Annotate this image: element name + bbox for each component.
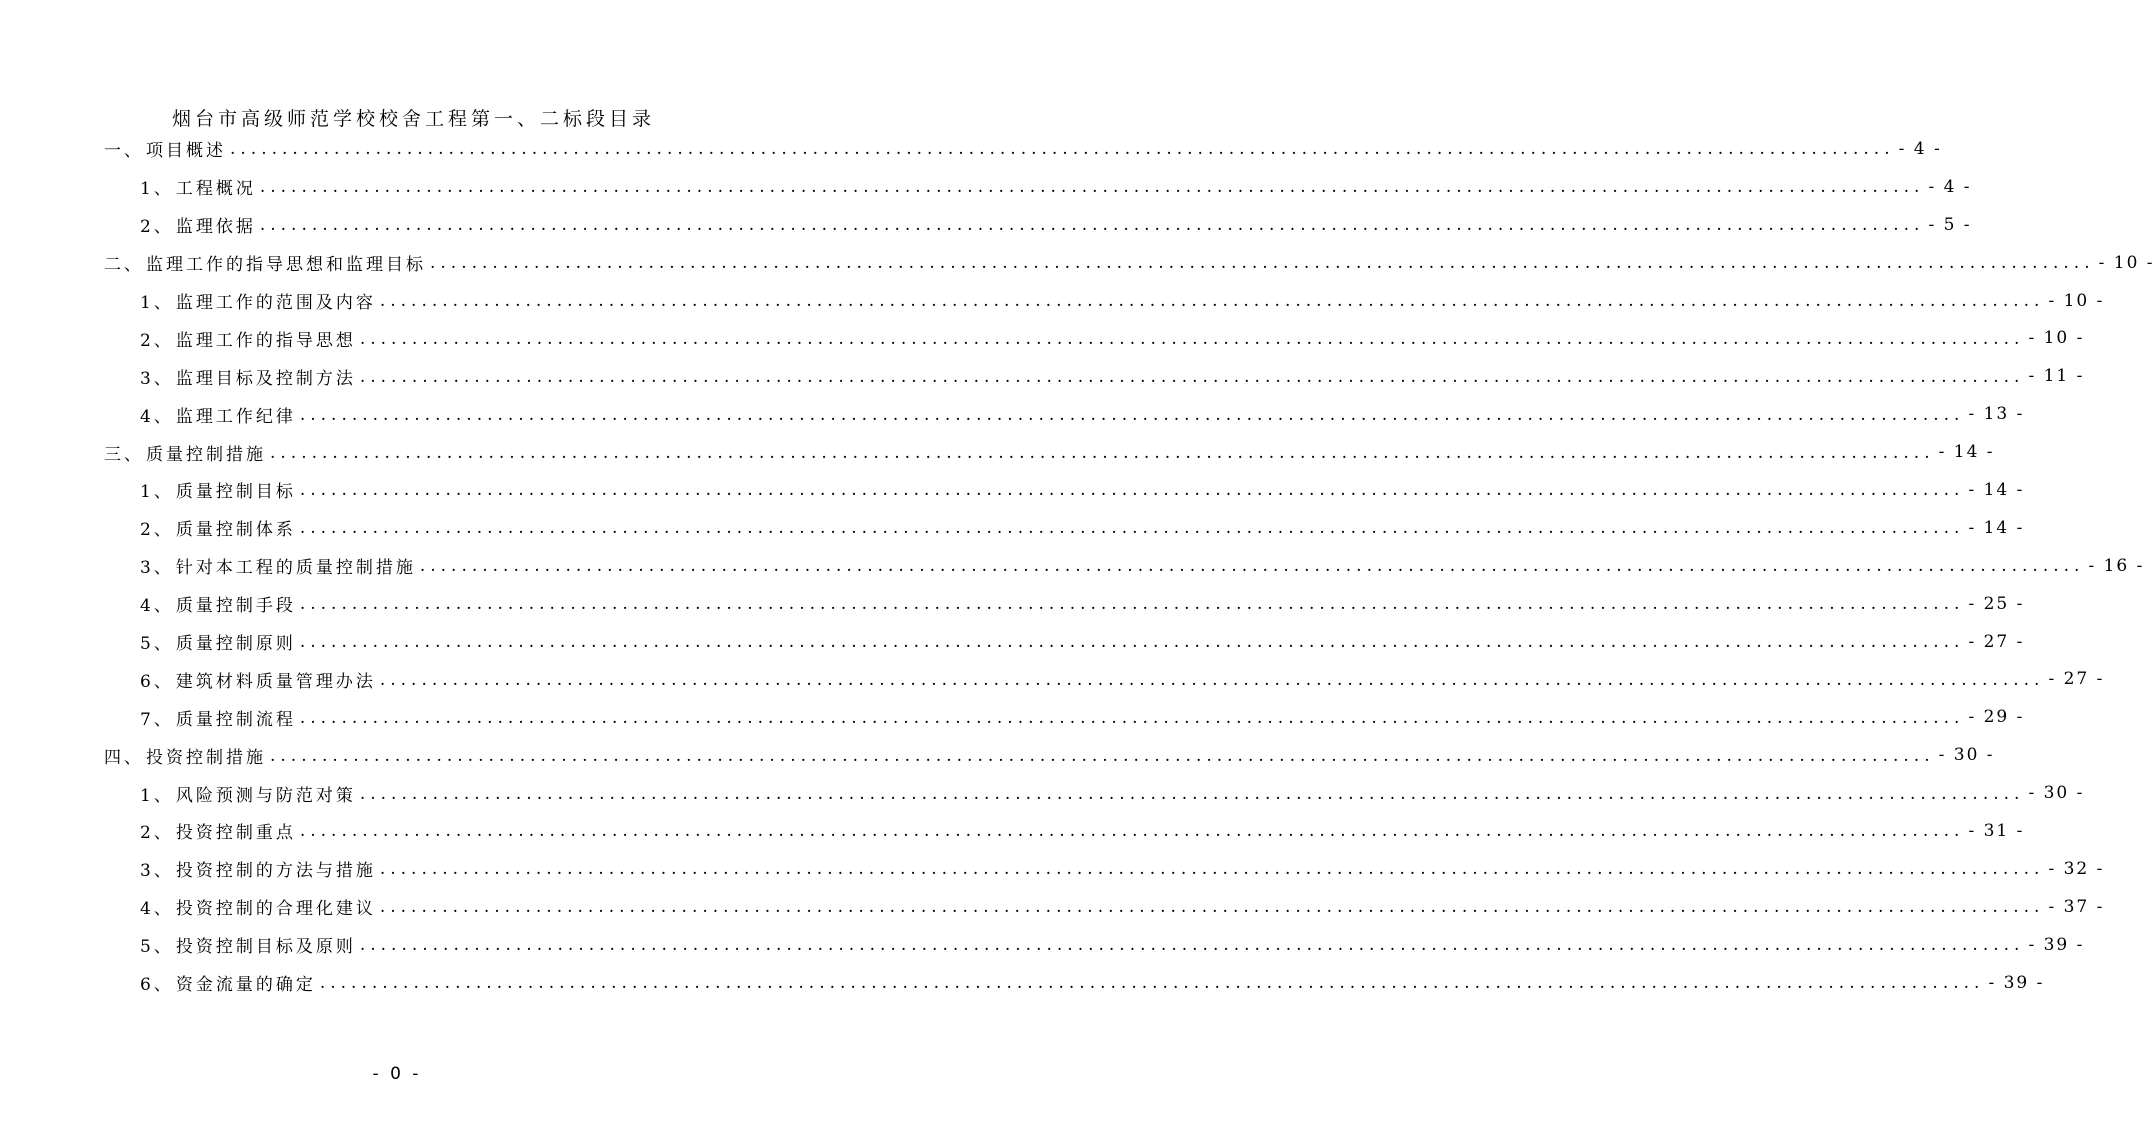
- toc-entry-title: 质量控制体系: [175, 520, 296, 541]
- toc-entry[interactable]: [104, 774, 2085, 812]
- toc-entry-number: 三、: [104, 444, 144, 465]
- toc-entry[interactable]: [104, 964, 2045, 1002]
- toc-entry-title: 质量控制流程: [175, 709, 296, 730]
- toc-entry-title: 风险预测与防范对策: [175, 785, 356, 806]
- toc-entry-label: [140, 515, 296, 540]
- toc-entry-label: [104, 440, 266, 465]
- page-title: 烟台市高级师范学校校舍工程第一、二标段目录: [172, 108, 656, 130]
- footer-page-number: - 0 -: [372, 1064, 422, 1084]
- toc-entry-label: [140, 364, 356, 389]
- toc-entry-label: [140, 326, 356, 351]
- toc-entry-title: 监理依据: [175, 217, 256, 238]
- toc-entry-number: 5、: [140, 634, 174, 655]
- toc-entry-number: 四、: [104, 747, 144, 768]
- toc-entry-page: - 4 -: [1928, 176, 1972, 197]
- toc-entry-number: 4、: [140, 406, 174, 427]
- toc-entry-number: 3、: [140, 368, 174, 389]
- toc-entry-number: 6、: [140, 975, 174, 996]
- toc-entry-title: 投资控制重点: [175, 823, 296, 844]
- toc-entry-title: 针对本工程的质量控制措施: [175, 558, 416, 579]
- toc-entry-label: [140, 629, 296, 654]
- toc-entry[interactable]: [104, 357, 2085, 395]
- toc-entry-page: - 37 -: [2048, 896, 2105, 917]
- toc-entry[interactable]: [104, 660, 2105, 698]
- toc-entry-page: - 39 -: [1988, 972, 2045, 993]
- toc-entry[interactable]: [104, 282, 2105, 320]
- toc-entry-label: [104, 250, 426, 275]
- toc-leader-dots: ................................................................................................................................................................: [299, 821, 1965, 842]
- toc-entry-number: 2、: [140, 520, 174, 541]
- toc-entry[interactable]: [104, 471, 2025, 509]
- toc-entry-page: - 11 -: [2028, 366, 2085, 387]
- toc-entry-number: 3、: [140, 558, 174, 579]
- toc-entry-label: [140, 477, 296, 502]
- toc-entry[interactable]: [104, 206, 1972, 244]
- toc-entry-title: 投资控制的方法与措施: [175, 861, 376, 882]
- toc-leader-dots: ................................................................................................................................................................: [230, 139, 1895, 160]
- toc-entry-page: - 29 -: [1968, 707, 2025, 728]
- toc-entry-number: 2、: [140, 823, 174, 844]
- toc-entry-title: 质量控制原则: [175, 634, 296, 655]
- toc-entry[interactable]: [104, 395, 2025, 433]
- toc-entry-page: - 14 -: [1938, 442, 1995, 463]
- toc-leader-dots: ................................................................................................................................................................: [299, 632, 1965, 653]
- toc-entry-page: - 16 -: [2088, 555, 2145, 576]
- toc-entry-number: 6、: [140, 671, 174, 692]
- toc-entry-number: 1、: [140, 179, 174, 200]
- toc-entry[interactable]: [104, 130, 1942, 168]
- toc-entry-page: - 27 -: [2048, 669, 2105, 690]
- toc-entry-page: - 14 -: [1968, 479, 2025, 500]
- toc-entry[interactable]: [104, 433, 1995, 471]
- toc-entry[interactable]: [104, 736, 1995, 774]
- toc-entry-title: 监理工作的指导思想和监理目标: [146, 255, 426, 276]
- toc-entry[interactable]: [104, 812, 2025, 850]
- toc-entry-title: 监理目标及控制方法: [175, 368, 356, 389]
- toc-entry-label: [104, 136, 226, 161]
- toc-entry-label: [140, 818, 296, 843]
- toc-entry-page: - 25 -: [1968, 593, 2025, 614]
- toc-leader-dots: ................................................................................................................................................................: [430, 253, 2095, 274]
- toc-entry-title: 质量控制目标: [175, 482, 296, 503]
- toc-leader-dots: ................................................................................................................................................................: [359, 366, 2025, 387]
- toc-leader-dots: ................................................................................................................................................................: [259, 177, 1925, 198]
- toc-entry[interactable]: [104, 168, 1972, 206]
- toc-entry[interactable]: [104, 547, 2145, 585]
- toc-entry-page: - 10 -: [2098, 252, 2155, 273]
- toc-entry-page: - 14 -: [1968, 517, 2025, 538]
- toc-entry-title: 资金流量的确定: [175, 975, 316, 996]
- toc-entry-title: 工程概况: [175, 179, 256, 200]
- toc-entry-page: - 30 -: [2028, 783, 2085, 804]
- toc-leader-dots: ................................................................................................................................................................: [259, 215, 1925, 236]
- toc-entry-number: 4、: [140, 596, 174, 617]
- toc-leader-dots: ................................................................................................................................................................: [359, 328, 2025, 349]
- toc-entry[interactable]: [104, 888, 2105, 926]
- toc-entry-title: 监理工作纪律: [175, 406, 296, 427]
- toc-leader-dots: ................................................................................................................................................................: [299, 518, 1965, 539]
- toc-leader-dots: ................................................................................................................................................................: [379, 897, 2045, 918]
- toc-entry-label: [140, 212, 256, 237]
- toc-entry-title: 项目概述: [146, 141, 226, 162]
- toc-entry-number: 1、: [140, 482, 174, 503]
- toc-entry-label: [140, 970, 316, 995]
- toc-entry-label: [140, 553, 416, 578]
- toc-entry-number: 5、: [140, 937, 174, 958]
- toc-entry-title: 质量控制措施: [146, 444, 266, 465]
- toc-entry-number: 一、: [104, 141, 144, 162]
- toc-entry[interactable]: [104, 850, 2105, 888]
- toc-entry-title: 建筑材料质量管理办法: [175, 671, 376, 692]
- toc-entry-label: [104, 743, 266, 768]
- toc-entry-number: 3、: [140, 861, 174, 882]
- toc-entry[interactable]: [104, 585, 2025, 623]
- toc-entry[interactable]: [104, 319, 2085, 357]
- toc-leader-dots: ................................................................................................................................................................: [299, 404, 1965, 425]
- toc-leader-dots: ................................................................................................................................................................: [299, 594, 1965, 615]
- toc-entry-page: - 39 -: [2028, 934, 2085, 955]
- toc-entry-number: 7、: [140, 709, 174, 730]
- toc-leader-dots: ................................................................................................................................................................: [359, 783, 2025, 804]
- toc-entry-page: - 13 -: [1968, 404, 2025, 425]
- toc-entry-title: 监理工作的指导思想: [175, 330, 356, 351]
- toc-entry-label: [140, 856, 376, 881]
- toc-entry-page: - 32 -: [2048, 858, 2105, 879]
- toc-leader-dots: ................................................................................................................................................................: [270, 442, 1935, 463]
- toc-leader-dots: ................................................................................................................................................................: [299, 707, 1965, 728]
- toc-leader-dots: ................................................................................................................................................................: [419, 556, 2085, 577]
- toc-entry-title: 质量控制手段: [175, 596, 296, 617]
- toc-leader-dots: ................................................................................................................................................................: [379, 859, 2045, 880]
- table-of-contents: [104, 130, 2155, 1001]
- toc-entry[interactable]: [104, 698, 2025, 736]
- toc-entry-number: 1、: [140, 785, 174, 806]
- toc-leader-dots: ................................................................................................................................................................: [270, 745, 1935, 766]
- toc-leader-dots: ................................................................................................................................................................: [319, 973, 1985, 994]
- toc-entry-label: [140, 932, 356, 957]
- toc-entry-title: 投资控制目标及原则: [175, 937, 356, 958]
- toc-entry-title: 投资控制措施: [146, 747, 266, 768]
- toc-entry[interactable]: [104, 926, 2085, 964]
- toc-entry-label: [140, 781, 356, 806]
- toc-entry-title: 监理工作的范围及内容: [175, 293, 376, 313]
- toc-entry-label: [140, 667, 376, 692]
- toc-entry-number: 2、: [140, 217, 174, 238]
- toc-entry-page: - 5 -: [1928, 214, 1972, 235]
- toc-entry-label: [140, 705, 296, 730]
- toc-entry-page: - 27 -: [1968, 631, 2025, 652]
- toc-entry-number: 4、: [140, 899, 174, 920]
- toc-entry-page: - 10 -: [2028, 328, 2085, 349]
- toc-entry-number: 1、: [140, 293, 174, 313]
- toc-leader-dots: ................................................................................................................................................................: [359, 935, 2025, 956]
- toc-entry-page: - 31 -: [1968, 820, 2025, 841]
- toc-entry[interactable]: [104, 623, 2025, 661]
- toc-leader-dots: ................................................................................................................................................................: [379, 669, 2045, 690]
- toc-entry-label: [140, 591, 296, 616]
- toc-entry-page: - 10 -: [2048, 290, 2105, 311]
- toc-entry-number: 二、: [104, 255, 144, 276]
- toc-entry[interactable]: [104, 509, 2025, 547]
- toc-entry[interactable]: [104, 244, 2155, 282]
- toc-entry-label: [140, 402, 296, 427]
- toc-entry-label: [140, 288, 376, 313]
- toc-entry-page: - 30 -: [1938, 745, 1995, 766]
- toc-leader-dots: ................................................................................................................................................................: [379, 291, 2045, 311]
- toc-entry-label: [140, 174, 256, 199]
- toc-entry-label: [140, 894, 376, 919]
- toc-entry-number: 2、: [140, 330, 174, 351]
- toc-leader-dots: ................................................................................................................................................................: [299, 480, 1965, 501]
- toc-entry-page: - 4 -: [1898, 138, 1942, 159]
- toc-entry-title: 投资控制的合理化建议: [175, 899, 376, 920]
